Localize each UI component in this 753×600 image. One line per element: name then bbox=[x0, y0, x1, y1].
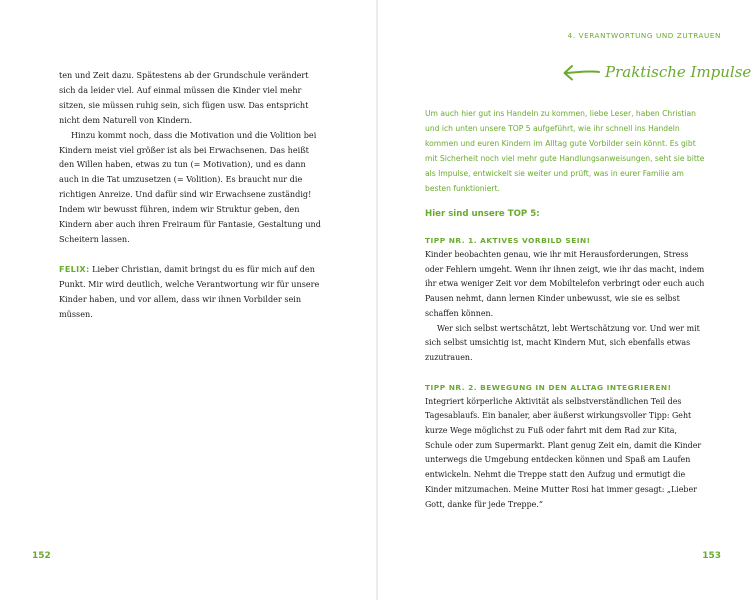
section-title: Praktische Impulse bbox=[605, 63, 752, 81]
left-text-column bbox=[59, 68, 326, 322]
page-number-right: 153 bbox=[702, 551, 721, 561]
tip-2-paragraph-1: Integriert körperliche Aktivität als selbstverständlichen Teil des Tagesablaufs. Ein banaler, aber äußerst wirkungsvoller Tipp: Geht kurze Wege möglichst zu Fuß oder fahrt mit dem Rad zur Kita, Schule oder zum Supermarkt. Plant genug Zeit ein, damit die Kinder unterwegs die Umgebung entdecken können und Spaß am Laufen entwickeln. Nehmt die Treppe statt den Aufzug und ermutigt die Kinder mitzumachen. Meine Mutter Rosi hat immer gesagt: „Lieber Gott, danke für jede Treppe.“ bbox=[425, 396, 702, 509]
left-paragraph-2: Hinzu kommt noch, dass die Motivation und die Volition bei Kindern meist viel größer ist als bei Erwachsenen. Das heißt den Willen haben, etwas zu tun (= Motivation), und es dann auch in die Tat umzusetzen (= Volition). Es braucht nur die richtigen Anreize. Und dafür sind wir Erwachsene zuständig! Indem wir bewusst führen, indem wir Struktur geben, den Kindern aber auch ihren Freiraum für Fantasie, Gestaltung und Scheitern lassen. bbox=[59, 129, 321, 244]
hand-drawn-arrow-left-icon bbox=[561, 61, 601, 83]
page-number-left: 152 bbox=[32, 551, 51, 561]
left-page bbox=[0, 0, 376, 600]
section-header bbox=[561, 61, 751, 83]
dialogue-text: Lieber Christian, damit bringst du es für mich auf den Punkt. Mir wird deutlich, welche Verantwortung wir für unsere Kinder haben, und vor allem, dass wir ihnen Vorbilder sein müssen. bbox=[59, 263, 320, 319]
tip-1-paragraph-2: Wer sich selbst wertschätzt, lebt Wertschätzung vor. Und wer mit sich selbst umsichtig ist, macht Kindern Mut, sich ebenfalls etwas zuzutrauen. bbox=[425, 323, 700, 362]
top5-heading: Hier sind unsere TOP 5: bbox=[425, 209, 540, 219]
tip-2-heading: TIPP NR. 2. BEWEGUNG IN DEN ALLTAG INTEGRIEREN! bbox=[425, 382, 672, 392]
running-head: 4. VERANTWORTUNG UND ZUTRAUEN bbox=[567, 31, 721, 40]
tip-1-paragraph-1: Kinder beobachten genau, wie ihr mit Herausforderungen, Stress oder Fehlern umgeht. Wenn ihr ihnen zeigt, wie ihr das macht, indem ihr etwa weniger Zeit vor dem Mobiltelefon verbringt oder euch auch Pausen nehmt, dann lernen Kinder unbewusst, wie sie es selbst schaffen können. bbox=[425, 250, 705, 318]
right-page bbox=[378, 0, 753, 600]
left-paragraph-1: ten und Zeit dazu. Spätestens ab der Grundschule verändert sich da leider viel. Auf einmal müssen die Kinder viel mehr sitzen, sie müssen ruhig sein, sich fügen usw. Das entspricht nicht dem Naturell von Kindern. bbox=[59, 70, 309, 125]
right-text-column bbox=[425, 106, 705, 512]
tip-1-heading: TIPP NR. 1. AKTIVES VORBILD SEIN! bbox=[425, 236, 591, 245]
speaker-label: FELIX: bbox=[59, 263, 90, 274]
dialogue-felix bbox=[59, 262, 326, 322]
intro-paragraph: Um auch hier gut ins Handeln zu kommen, liebe Leser, haben Christian und ich unten unsere TOP 5 aufgeführt, wie ihr schnell ins Handeln kommen und euren Kindern im Alltag gute Vorbilder sein könnt. Es gibt mit Sicherheit noch viel mehr gute Handlungsanweisungen, seht sie bitte als Impulse, entwickelt sie weiter und prüft, was in eurer Familie am besten funktioniert. bbox=[425, 109, 705, 193]
